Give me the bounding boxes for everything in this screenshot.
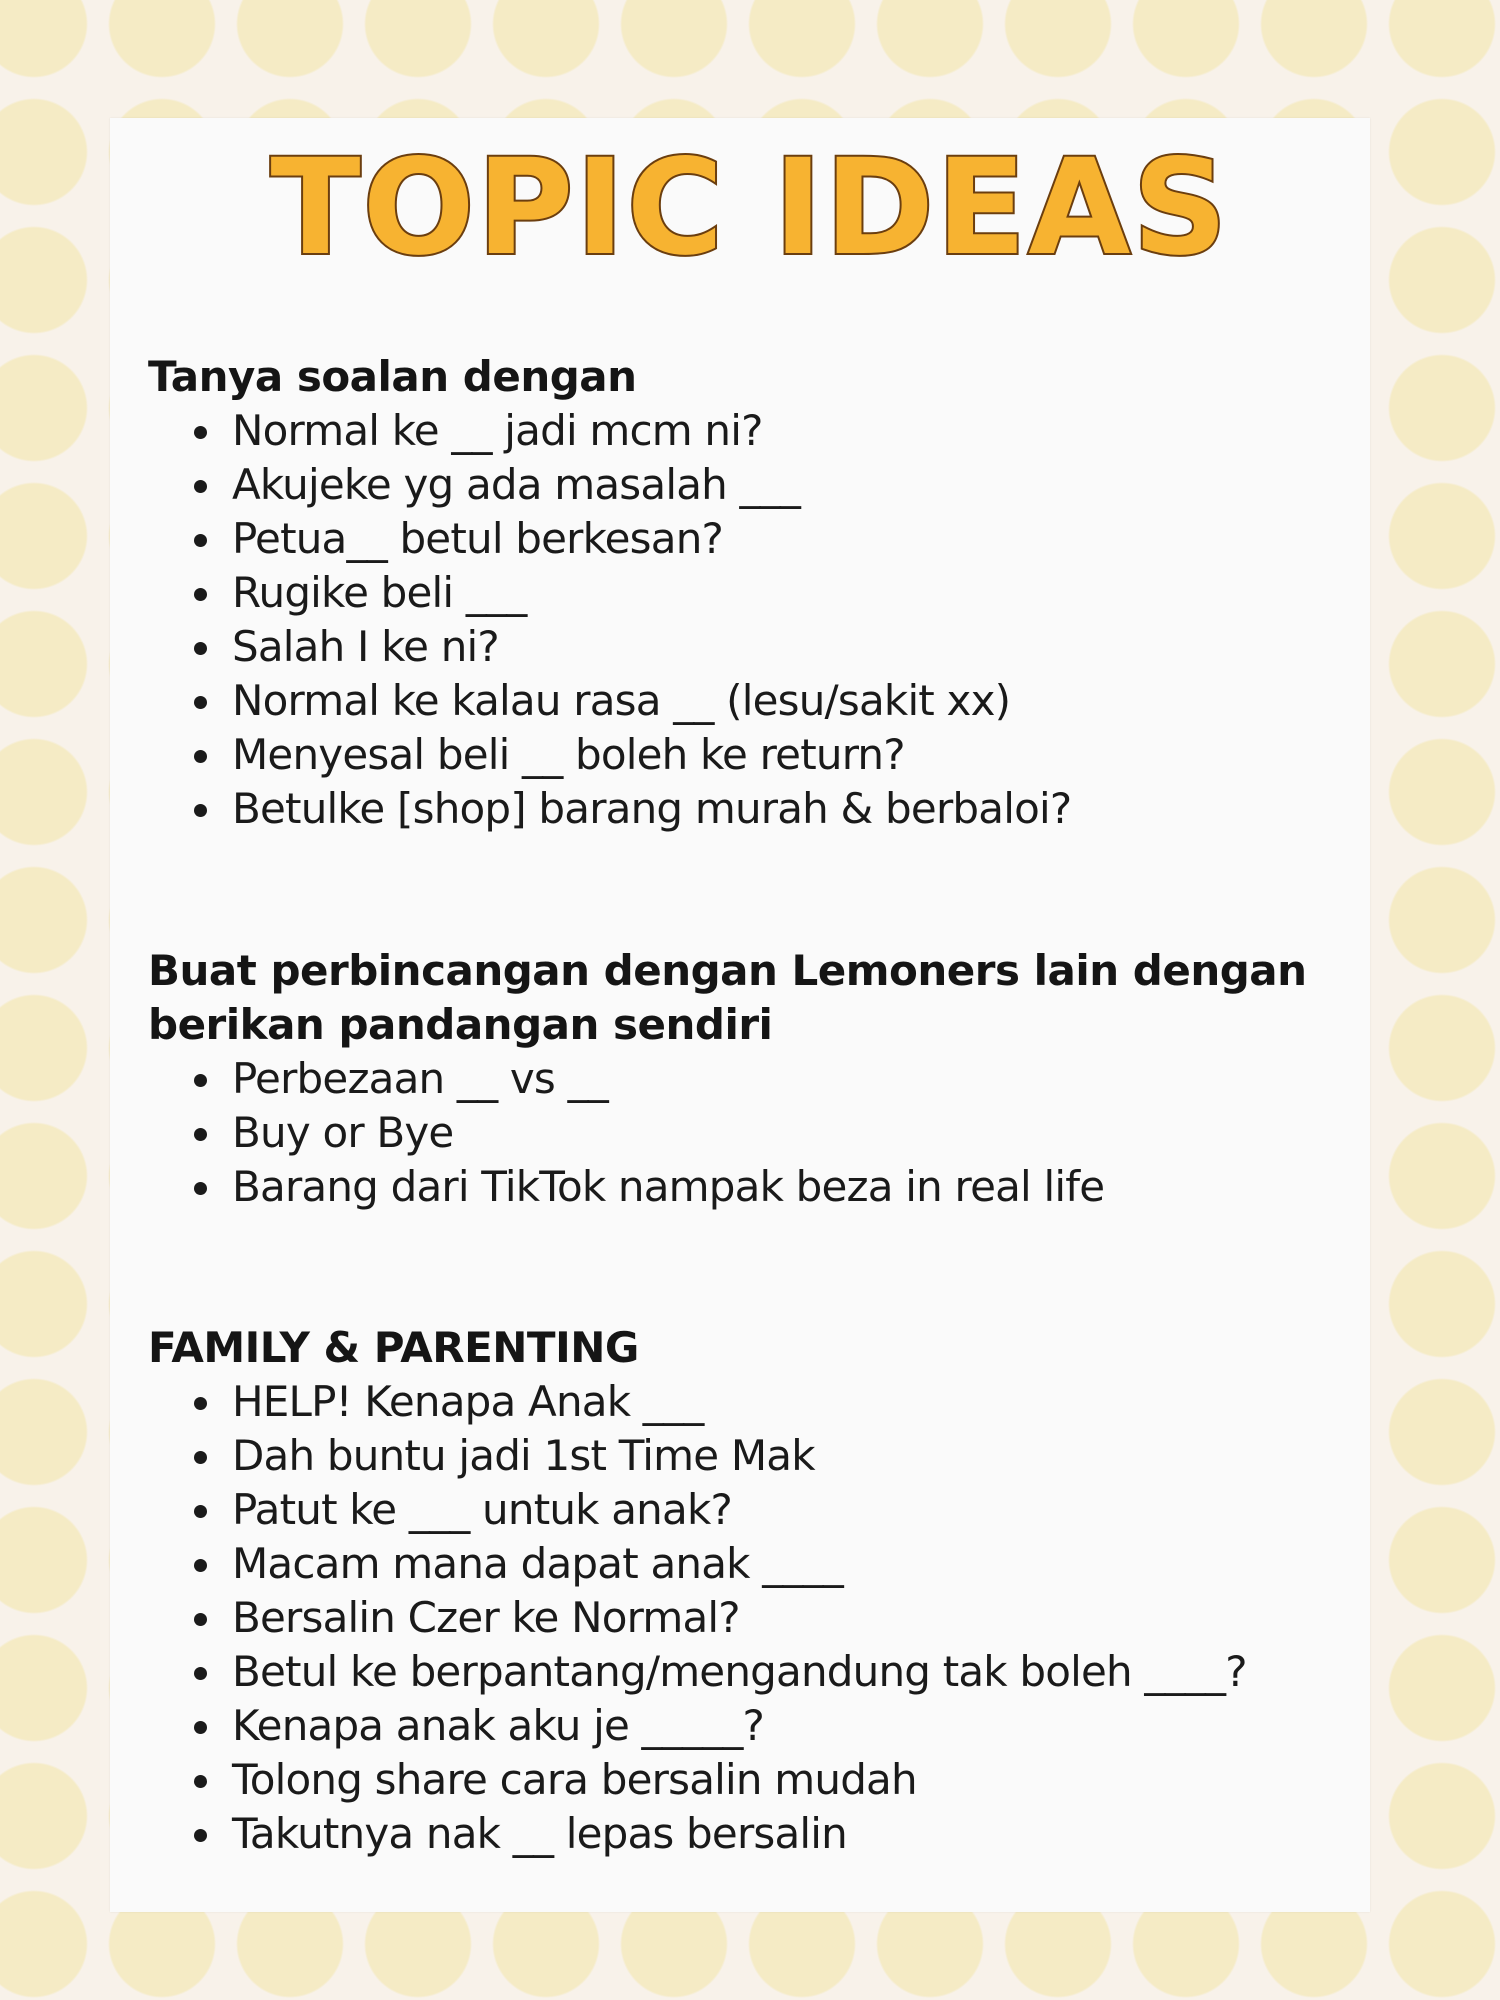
bullet-icon xyxy=(194,1829,207,1842)
list-item-text: Normal ke kalau rasa __ (lesu/sakit xx) xyxy=(232,676,1011,725)
bullet-icon xyxy=(194,1397,207,1410)
bullet-icon xyxy=(194,1182,207,1195)
list-item-text: Betul ke berpantang/mengandung tak boleh ____? xyxy=(232,1647,1247,1696)
section-perbincangan xyxy=(148,944,1308,1214)
list-item xyxy=(148,512,1308,566)
bullet-icon xyxy=(194,1451,207,1464)
page-title: TOPIC IDEAS xyxy=(270,131,1230,285)
bullet-icon xyxy=(194,534,207,547)
list-item-text: Rugike beli ___ xyxy=(232,568,527,617)
list-item-text: Kenapa anak aku je _____? xyxy=(232,1701,765,1750)
list-item xyxy=(148,404,1308,458)
bullet-icon xyxy=(194,1074,207,1087)
list-item xyxy=(148,1483,1308,1537)
list-item xyxy=(148,1160,1308,1214)
section-heading: Buat perbincangan dengan Lemoners lain dengan berikan pandangan sendiri xyxy=(148,946,1307,1049)
bullet-icon xyxy=(194,588,207,601)
topic-list xyxy=(148,1052,1308,1214)
section-heading: FAMILY & PARENTING xyxy=(148,1323,639,1372)
bullet-icon xyxy=(194,1613,207,1626)
list-item xyxy=(148,1429,1308,1483)
section-family-parenting xyxy=(148,1321,1308,1861)
bullet-icon xyxy=(194,480,207,493)
list-item-text: Akujeke yg ada masalah ___ xyxy=(232,460,801,509)
bullet-icon xyxy=(194,804,207,817)
list-item-text: Betulke [shop] barang murah & berbaloi? xyxy=(232,784,1072,833)
list-item xyxy=(148,674,1308,728)
list-item xyxy=(148,620,1308,674)
list-item-text: Menyesal beli __ boleh ke return? xyxy=(232,730,905,779)
bullet-icon xyxy=(194,1775,207,1788)
list-item xyxy=(148,1106,1308,1160)
bullet-icon xyxy=(194,1721,207,1734)
bullet-icon xyxy=(194,426,207,439)
section-heading: Tanya soalan dengan xyxy=(148,352,637,401)
list-item xyxy=(148,458,1308,512)
bullet-icon xyxy=(194,1559,207,1572)
bullet-icon xyxy=(194,1667,207,1680)
list-item-text: Patut ke ___ untuk anak? xyxy=(232,1485,732,1534)
list-item-text: HELP! Kenapa Anak ___ xyxy=(232,1377,704,1426)
list-item xyxy=(148,782,1308,836)
list-item-text: Barang dari TikTok nampak beza in real life xyxy=(232,1162,1105,1211)
bullet-icon xyxy=(194,642,207,655)
list-item-text: Dah buntu jadi 1st Time Mak xyxy=(232,1431,815,1480)
list-item xyxy=(148,1699,1308,1753)
list-item xyxy=(148,728,1308,782)
topic-list xyxy=(148,1375,1308,1861)
list-item-text: Macam mana dapat anak ____ xyxy=(232,1539,844,1588)
list-item xyxy=(148,1591,1308,1645)
section-tanya-soalan xyxy=(148,350,1308,836)
list-item xyxy=(148,1537,1308,1591)
list-item-text: Buy or Bye xyxy=(232,1108,454,1157)
bullet-icon xyxy=(194,750,207,763)
bullet-icon xyxy=(194,696,207,709)
list-item-text: Bersalin Czer ke Normal? xyxy=(232,1593,740,1642)
list-item xyxy=(148,1052,1308,1106)
list-item xyxy=(148,1645,1308,1699)
bullet-icon xyxy=(194,1128,207,1141)
list-item-text: Takutnya nak __ lepas bersalin xyxy=(232,1809,847,1858)
list-item-text: Normal ke __ jadi mcm ni? xyxy=(232,406,763,455)
topic-list xyxy=(148,404,1308,836)
list-item xyxy=(148,1375,1308,1429)
bullet-icon xyxy=(194,1505,207,1518)
list-item xyxy=(148,1753,1308,1807)
list-item-text: Tolong share cara bersalin mudah xyxy=(232,1755,917,1804)
list-item xyxy=(148,1807,1308,1861)
list-item-text: Petua__ betul berkesan? xyxy=(232,514,724,563)
list-item-text: Perbezaan __ vs __ xyxy=(232,1054,608,1103)
list-item xyxy=(148,566,1308,620)
list-item-text: Salah I ke ni? xyxy=(232,622,499,671)
